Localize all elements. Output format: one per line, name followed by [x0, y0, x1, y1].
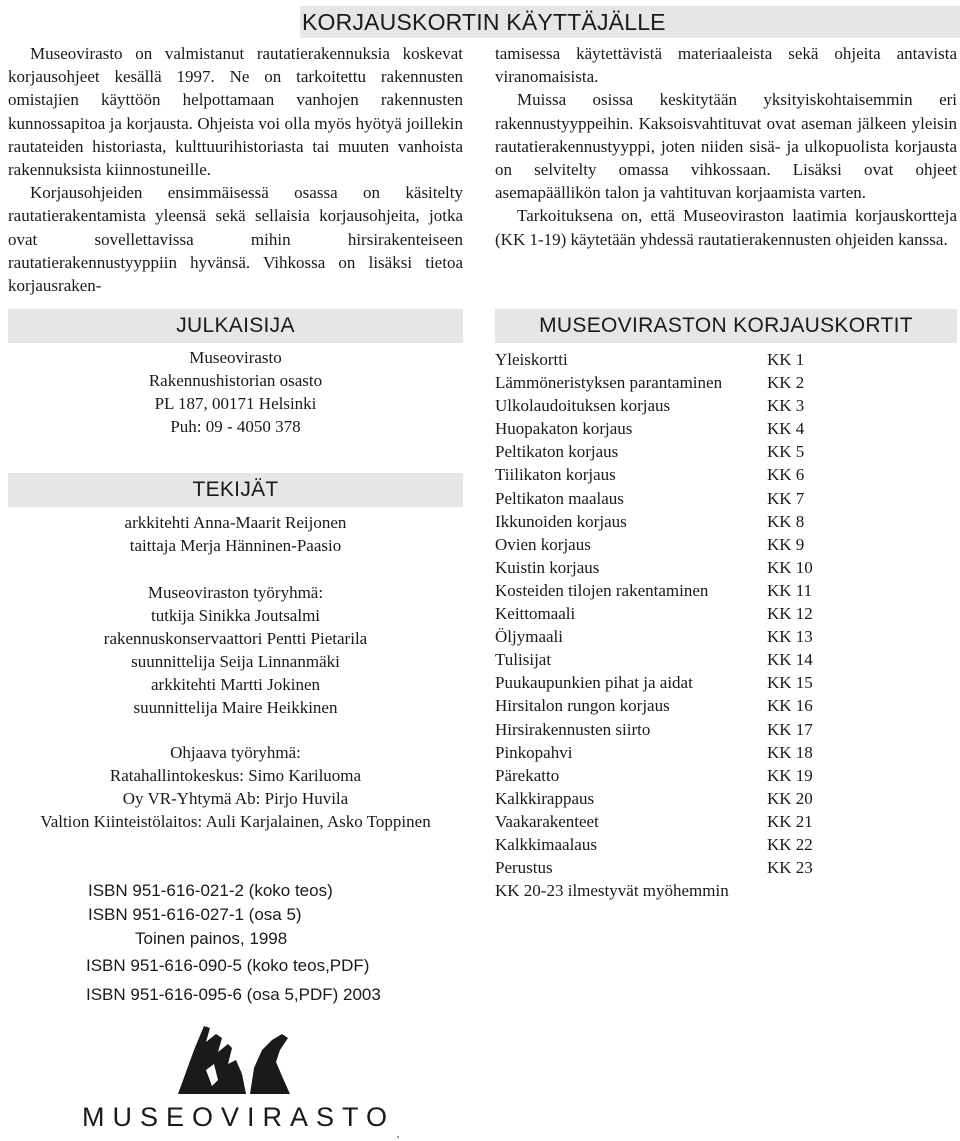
card-name: Lämmöneristyksen parantaminen — [495, 373, 723, 393]
publisher-info — [8, 346, 463, 438]
card-list-item — [495, 579, 835, 602]
cards-list — [495, 348, 835, 902]
card-code: KK 7 — [767, 488, 805, 508]
isbn-line: ISBN 951-616-095-6 (osa 5,PDF) 2003 — [86, 985, 381, 1004]
card-name: Kosteiden tilojen rakentaminen — [495, 580, 709, 600]
card-name: Ulkolaudoituksen korjaus — [495, 396, 671, 416]
card-list-item — [495, 348, 835, 371]
card-code: KK 9 — [767, 534, 805, 554]
card-list-item — [495, 417, 835, 440]
intro-left-column — [8, 42, 463, 297]
publisher-heading: JULKAISIJA — [8, 309, 463, 343]
authors-info — [8, 511, 463, 557]
authors-heading: TEKIJÄT — [8, 473, 463, 507]
card-code: KK 18 — [767, 742, 813, 762]
workgroup-line: arkkitehti Martti Jokinen — [150, 675, 321, 694]
steering-group-info — [8, 741, 463, 833]
card-list-item — [495, 625, 835, 648]
card-code: KK 20 — [767, 788, 813, 808]
intro-paragraph: Korjausohjeiden ensimmäisessä osassa on käsitelty rautatierakentamista yleensä sekä sellaisia korjausohjeita, jotka ovat sovellettavissa mihin hirsirakenteiseen rautatierakennustyyppiin hyvänsä. Vihkossa on lisäksi tietoa korjausraken- — [8, 183, 463, 296]
card-name: Perustus — [495, 858, 553, 878]
author-line: taittaja Merja Hänninen-Paasio — [129, 536, 342, 555]
workgroup-line: rakennuskonservaattori Pentti Pietarila — [103, 629, 368, 648]
workgroup-line: suunnittelija Seija Linnanmäki — [131, 652, 340, 671]
card-list-item — [495, 556, 835, 579]
cards-heading: MUSEOVIRASTON KORJAUSKORTIT — [495, 309, 957, 343]
publisher-line: Puh: 09 - 4050 378 — [170, 417, 301, 436]
card-name: Huopakaton korjaus — [495, 419, 633, 439]
card-code: KK 8 — [767, 511, 805, 531]
card-list-item — [495, 718, 835, 741]
card-list-item — [495, 533, 835, 556]
logo-mark-icon — [82, 1020, 382, 1100]
card-name: Ovien korjaus — [495, 534, 591, 554]
card-code: KK 16 — [767, 696, 813, 716]
card-name: Pinkopahvi — [495, 742, 573, 762]
card-name: Hirsirakennusten siirto — [495, 719, 651, 739]
card-name: Tiilikaton korjaus — [495, 465, 616, 485]
card-name: Tulisijat — [495, 650, 552, 670]
card-code: KK 17 — [767, 719, 813, 739]
card-list-item — [495, 810, 835, 833]
isbn-line: ISBN 951-616-090-5 (koko teos,PDF) — [86, 956, 370, 975]
logo-wordmark: MUSEOVIRASTO — [82, 1102, 396, 1132]
museovirasto-logo — [82, 1020, 396, 1132]
publisher-line: PL 187, 00171 Helsinki — [154, 394, 317, 413]
cards-note: KK 20-23 ilmestyvät myöhemmin — [495, 881, 729, 901]
card-list-item — [495, 787, 835, 810]
card-name: Yleiskortti — [495, 350, 568, 369]
card-code: KK 4 — [767, 419, 805, 439]
card-name: Ikkunoiden korjaus — [495, 511, 627, 531]
workgroup-info — [8, 581, 463, 719]
card-list-item — [495, 463, 835, 486]
card-code: KK 10 — [767, 557, 813, 577]
intro-paragraph: Tarkoituksena on, että Museoviraston laatimia korjauskortteja (KK 1-19) käytetään yhdessä rautatierakennusten ohjeiden kanssa. — [495, 206, 957, 249]
card-name: Pärekatto — [495, 765, 560, 785]
card-name: Hirsitalon rungon korjaus — [495, 696, 670, 716]
card-list-item — [495, 694, 835, 717]
isbn-line: Toinen painos, 1998 — [135, 929, 288, 948]
steering-line: Ratahallintokeskus: Simo Kariluoma — [109, 766, 362, 785]
card-list-item — [495, 510, 835, 533]
card-code: KK 15 — [767, 673, 813, 693]
card-name: Vaakarakenteet — [495, 811, 599, 831]
publisher-line: Rakennushistorian osasto — [148, 371, 323, 390]
card-code: KK 1 — [767, 350, 805, 369]
card-list-item — [495, 371, 835, 394]
publisher-line: Museovirasto — [189, 348, 282, 367]
card-code: KK 14 — [767, 650, 813, 670]
card-name: Kuistin korjaus — [495, 557, 600, 577]
card-code: KK 19 — [767, 765, 813, 785]
intro-paragraph: Museovirasto on valmistanut rautatierakennuksia koskevat korjausohjeet kesällä 1997. Ne on tarkoitettu rakennusten omistajien käyttöön helpottamaan vanhojen rakennusten kunnossapitoa ja korjausta. Ohjeista voi olla myös hyötyä joillekin rautateiden historiasta, kulttuurihistoriasta tai muuten vanhoista rakennuksista kiinnostuneille. — [8, 44, 463, 180]
isbn-line: ISBN 951-616-021-2 (koko teos) — [88, 881, 333, 900]
card-code: KK 12 — [767, 604, 813, 624]
steering-line: Oy VR-Yhtymä Ab: Pirjo Huvila — [122, 789, 349, 808]
card-code: KK 22 — [767, 834, 813, 854]
card-list-item — [495, 764, 835, 787]
card-list-item — [495, 833, 835, 856]
card-name: Keittomaali — [495, 604, 576, 624]
card-name: Öljymaali — [495, 627, 563, 647]
card-code: KK 21 — [767, 811, 813, 831]
card-code: KK 2 — [767, 373, 805, 393]
card-code: KK 5 — [767, 442, 805, 462]
card-name: Peltikaton maalaus — [495, 488, 624, 508]
workgroup-line: suunnittelija Maire Heikkinen — [133, 698, 338, 717]
card-name: Puukaupunkien pihat ja aidat — [495, 673, 693, 693]
steering-line: Valtion Kiinteistölaitos: Auli Karjalainen, Asko Toppinen — [40, 812, 431, 831]
steering-line: Ohjaava työryhmä: — [170, 743, 301, 762]
isbn-line: ISBN 951-616-027-1 (osa 5) — [88, 905, 302, 924]
workgroup-line: tutkija Sinikka Joutsalmi — [150, 606, 321, 625]
author-line: arkkitehti Anna-Maarit Reijonen — [124, 513, 347, 532]
card-list-item — [495, 394, 835, 417]
card-code: KK 3 — [767, 396, 805, 416]
card-list-item — [495, 741, 835, 764]
intro-paragraph: tamisessa käytettävistä materiaaleista sekä ohjeita antavista viranomaisista. — [495, 44, 957, 87]
card-code: KK 11 — [767, 580, 813, 600]
card-code: KK 23 — [767, 858, 813, 878]
card-list-item — [495, 856, 835, 879]
card-code: KK 6 — [767, 465, 805, 485]
intro-paragraph: Muissa osissa keskitytään yksityiskohtaisemmin eri rakennustyyppeihin. Kaksoisvahtituvat ovat aseman jälkeen yleisin rautatierakennustyyppi, joten niiden sisä- ja ulkopuolista korjausta on selvitelty omassa vihkossaan. Lisäksi ovat ohjeet asemapäällikön talon ja vahtituvan korjaamista varten. — [495, 90, 957, 203]
card-code: KK 13 — [767, 627, 813, 647]
intro-right-column — [495, 42, 957, 251]
card-name: Peltikaton korjaus — [495, 442, 619, 462]
card-list-item — [495, 440, 835, 463]
card-list-item — [495, 602, 835, 625]
card-name: Kalkkimaalaus — [495, 834, 597, 854]
decorative-dot — [397, 1136, 399, 1138]
card-list-item — [495, 487, 835, 510]
card-list-item — [495, 671, 835, 694]
workgroup-line: Museoviraston työryhmä: — [147, 583, 324, 602]
card-list-item — [495, 648, 835, 671]
card-name: Kalkkirappaus — [495, 788, 595, 808]
page-title: KORJAUSKORTIN KÄYTTÄJÄLLE — [300, 6, 960, 38]
